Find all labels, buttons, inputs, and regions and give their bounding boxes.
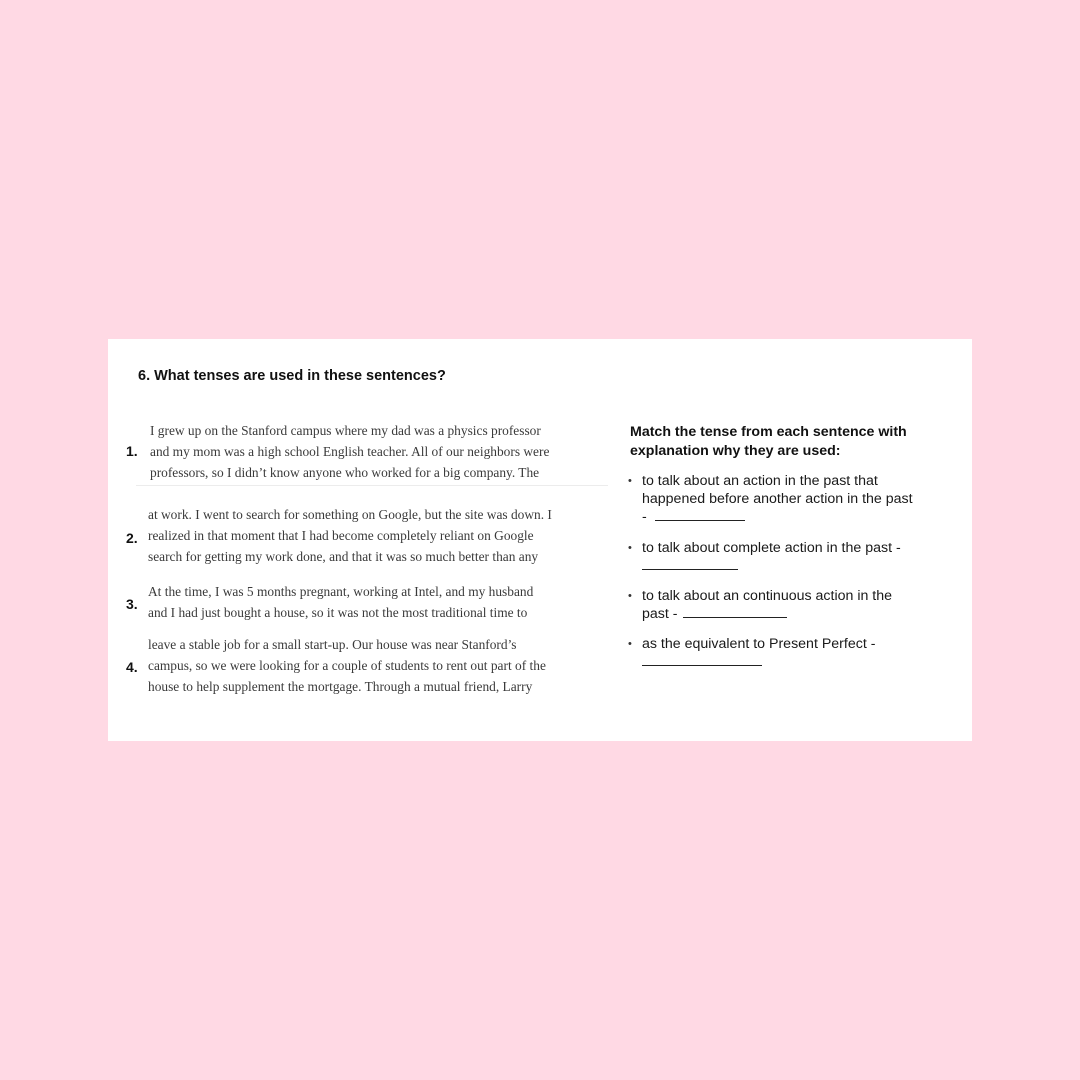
matching-heading-line: Match the tense from each sentence with xyxy=(630,424,907,440)
matching-item-line: happened before another action in the past xyxy=(642,491,913,507)
answer-blank[interactable] xyxy=(683,605,787,618)
matching-item-line: to talk about an action in the past that xyxy=(642,473,878,489)
excerpt-line: At the time, I was 5 months pregnant, working at Intel, and my husband xyxy=(148,584,534,599)
question-title: 6. What tenses are used in these sentences? xyxy=(138,368,446,384)
matching-item-line xyxy=(642,653,875,671)
matching-item-prefix: - xyxy=(642,509,651,525)
excerpt-line: realized in that moment that I had become completely reliant on Google xyxy=(148,527,534,543)
excerpt-number: 4. xyxy=(126,659,138,675)
bullet-icon: • xyxy=(628,590,632,602)
excerpt-line: leave a stable job for a small start-up. Our house was near Stanford’s xyxy=(148,637,517,652)
excerpt-line: at work. I went to search for something on Google, but the site was down. I xyxy=(148,507,552,522)
matching-item-text xyxy=(642,635,875,671)
excerpt-line: and my mom was a high school English teacher. All of our neighbors were xyxy=(150,443,550,459)
worksheet-card xyxy=(108,339,972,741)
excerpt-line: house to help supplement the mortgage. Through a mutual friend, Larry xyxy=(148,678,533,694)
answer-blank[interactable] xyxy=(642,653,762,666)
answer-blank[interactable] xyxy=(642,557,738,570)
matching-item-prefix: past - xyxy=(642,606,682,622)
excerpt-line: professors, so I didn’t know anyone who worked for a big company. The xyxy=(150,464,540,480)
matching-item-line xyxy=(642,605,892,623)
matching-item-line xyxy=(642,557,901,575)
matching-item-text xyxy=(642,587,892,623)
bullet-icon: • xyxy=(628,542,632,554)
matching-item-line: as the equivalent to Present Perfect - xyxy=(642,636,876,652)
excerpt-number: 3. xyxy=(126,596,138,612)
excerpt-line: campus, so we were looking for a couple of students to rent out part of the xyxy=(148,657,546,673)
excerpt-text xyxy=(148,635,546,697)
excerpt-line: I grew up on the Stanford campus where my dad was a physics professor xyxy=(150,423,541,438)
bullet-icon: • xyxy=(628,475,632,487)
excerpt-line: and I had just bought a house, so it was not the most traditional time to xyxy=(148,604,528,620)
excerpt-text xyxy=(148,505,552,567)
bullet-icon: • xyxy=(628,638,632,650)
matching-heading xyxy=(630,423,907,461)
excerpt-divider xyxy=(136,485,608,486)
matching-item-line xyxy=(642,508,913,526)
answer-blank[interactable] xyxy=(655,508,745,521)
excerpt-line: search for getting my work done, and that it was so much better than any xyxy=(148,548,539,564)
matching-item-line: to talk about complete action in the past - xyxy=(642,540,901,556)
matching-item-line: to talk about an continuous action in the xyxy=(642,588,893,604)
matching-item-text xyxy=(642,539,901,575)
excerpt-number: 1. xyxy=(126,443,138,459)
matching-heading-line: explanation why they are used: xyxy=(630,443,841,459)
excerpt-text xyxy=(150,421,549,483)
excerpt-number: 2. xyxy=(126,530,138,546)
excerpt-text xyxy=(148,582,533,624)
matching-item-text xyxy=(642,472,913,526)
